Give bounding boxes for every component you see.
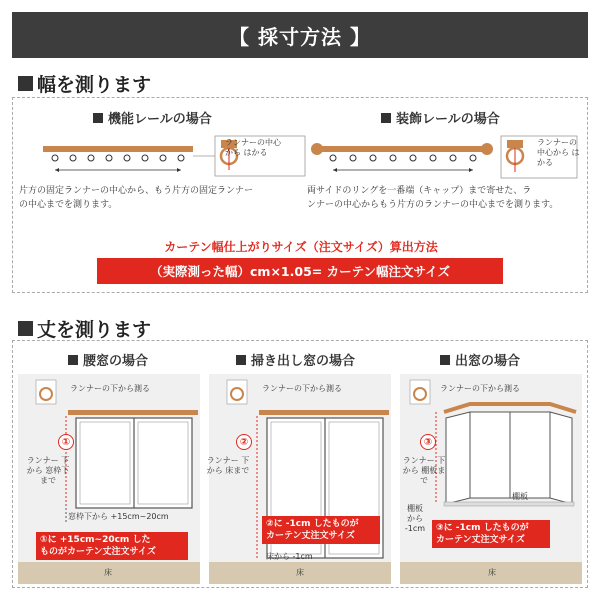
waist-floor-label: 床: [104, 568, 112, 577]
square-bullet-icon: [68, 355, 78, 365]
bay-floor-label: 床: [488, 568, 496, 577]
sweep-floor-label: 床: [296, 568, 304, 577]
functional-rail-note: ランナーの中心から はかる: [225, 138, 281, 157]
waist-order-size-note: ①に +15cm~20cm した ものがカーテン丈注文サイズ: [36, 532, 188, 560]
formula-title: カーテン幅仕上がりサイズ（注文サイズ）算出方法: [164, 240, 438, 254]
waist-top-note: ランナーの下から測る: [70, 384, 150, 393]
waist-sill-note: 窓枠下から +15cm~20cm: [68, 512, 169, 521]
length-heading-text: 丈を測ります: [37, 319, 152, 341]
sweep-top-note: ランナーの下から測る: [262, 384, 342, 393]
bay-order-size-note: ③に -1cm したものが カーテン丈注文サイズ: [432, 520, 550, 548]
functional-desc: 片方の固定ランナーの中心から、もう片方の固定ランナー の中心までを測ります。: [19, 186, 254, 210]
square-bullet-icon: [381, 113, 391, 123]
page-title: 【 採寸方法 】: [12, 12, 588, 58]
decorative-rail-note: ランナーの中心から はかる: [537, 138, 580, 167]
sweep-number-badge: ②: [236, 434, 252, 450]
square-bullet-icon: [440, 355, 450, 365]
square-bullet-icon: [18, 321, 33, 336]
waist-number-badge: ①: [58, 434, 74, 450]
shelf-label: 棚板: [512, 492, 528, 501]
waist-side-note: ランナー 下から 窓枠下まで: [26, 456, 70, 485]
decorative-rail-heading: 装飾レールの場合: [381, 108, 500, 127]
square-bullet-icon: [93, 113, 103, 123]
width-heading-text: 幅を測ります: [37, 74, 152, 96]
bay-number-badge: ③: [420, 434, 436, 450]
formula-bar: （実際測った幅）cm×1.05= カーテン幅注文サイズ: [97, 258, 503, 284]
bay-window-heading: 出窓の場合: [440, 350, 520, 369]
square-bullet-icon: [18, 76, 33, 91]
bay-top-note: ランナーの下から測る: [440, 384, 520, 393]
sweep-floor-note: 床から -1cm: [266, 552, 313, 561]
width-box: [12, 97, 588, 293]
square-bullet-icon: [236, 355, 246, 365]
bay-side-note: ランナー 下から 棚板まで: [402, 456, 446, 485]
decorative-desc: 両サイドのリングを一番端（キャップ）まで寄せた、ラ ンナーの中心からもう片方のランナーの中心までを測ります。: [307, 186, 559, 210]
sweep-side-note: ランナー 下から 床まで: [206, 456, 250, 475]
width-heading: [18, 70, 151, 97]
length-heading: [18, 315, 151, 342]
functional-rail-heading: 機能レールの場合: [93, 108, 212, 127]
bay-shelf-note: 棚板 から -1cm: [404, 504, 426, 533]
waist-window-heading: 腰窓の場合: [68, 350, 148, 369]
sweep-window-heading: 掃き出し窓の場合: [236, 350, 355, 369]
sweep-order-size-note: ②に -1cm したものが カーテン丈注文サイズ: [262, 516, 380, 544]
